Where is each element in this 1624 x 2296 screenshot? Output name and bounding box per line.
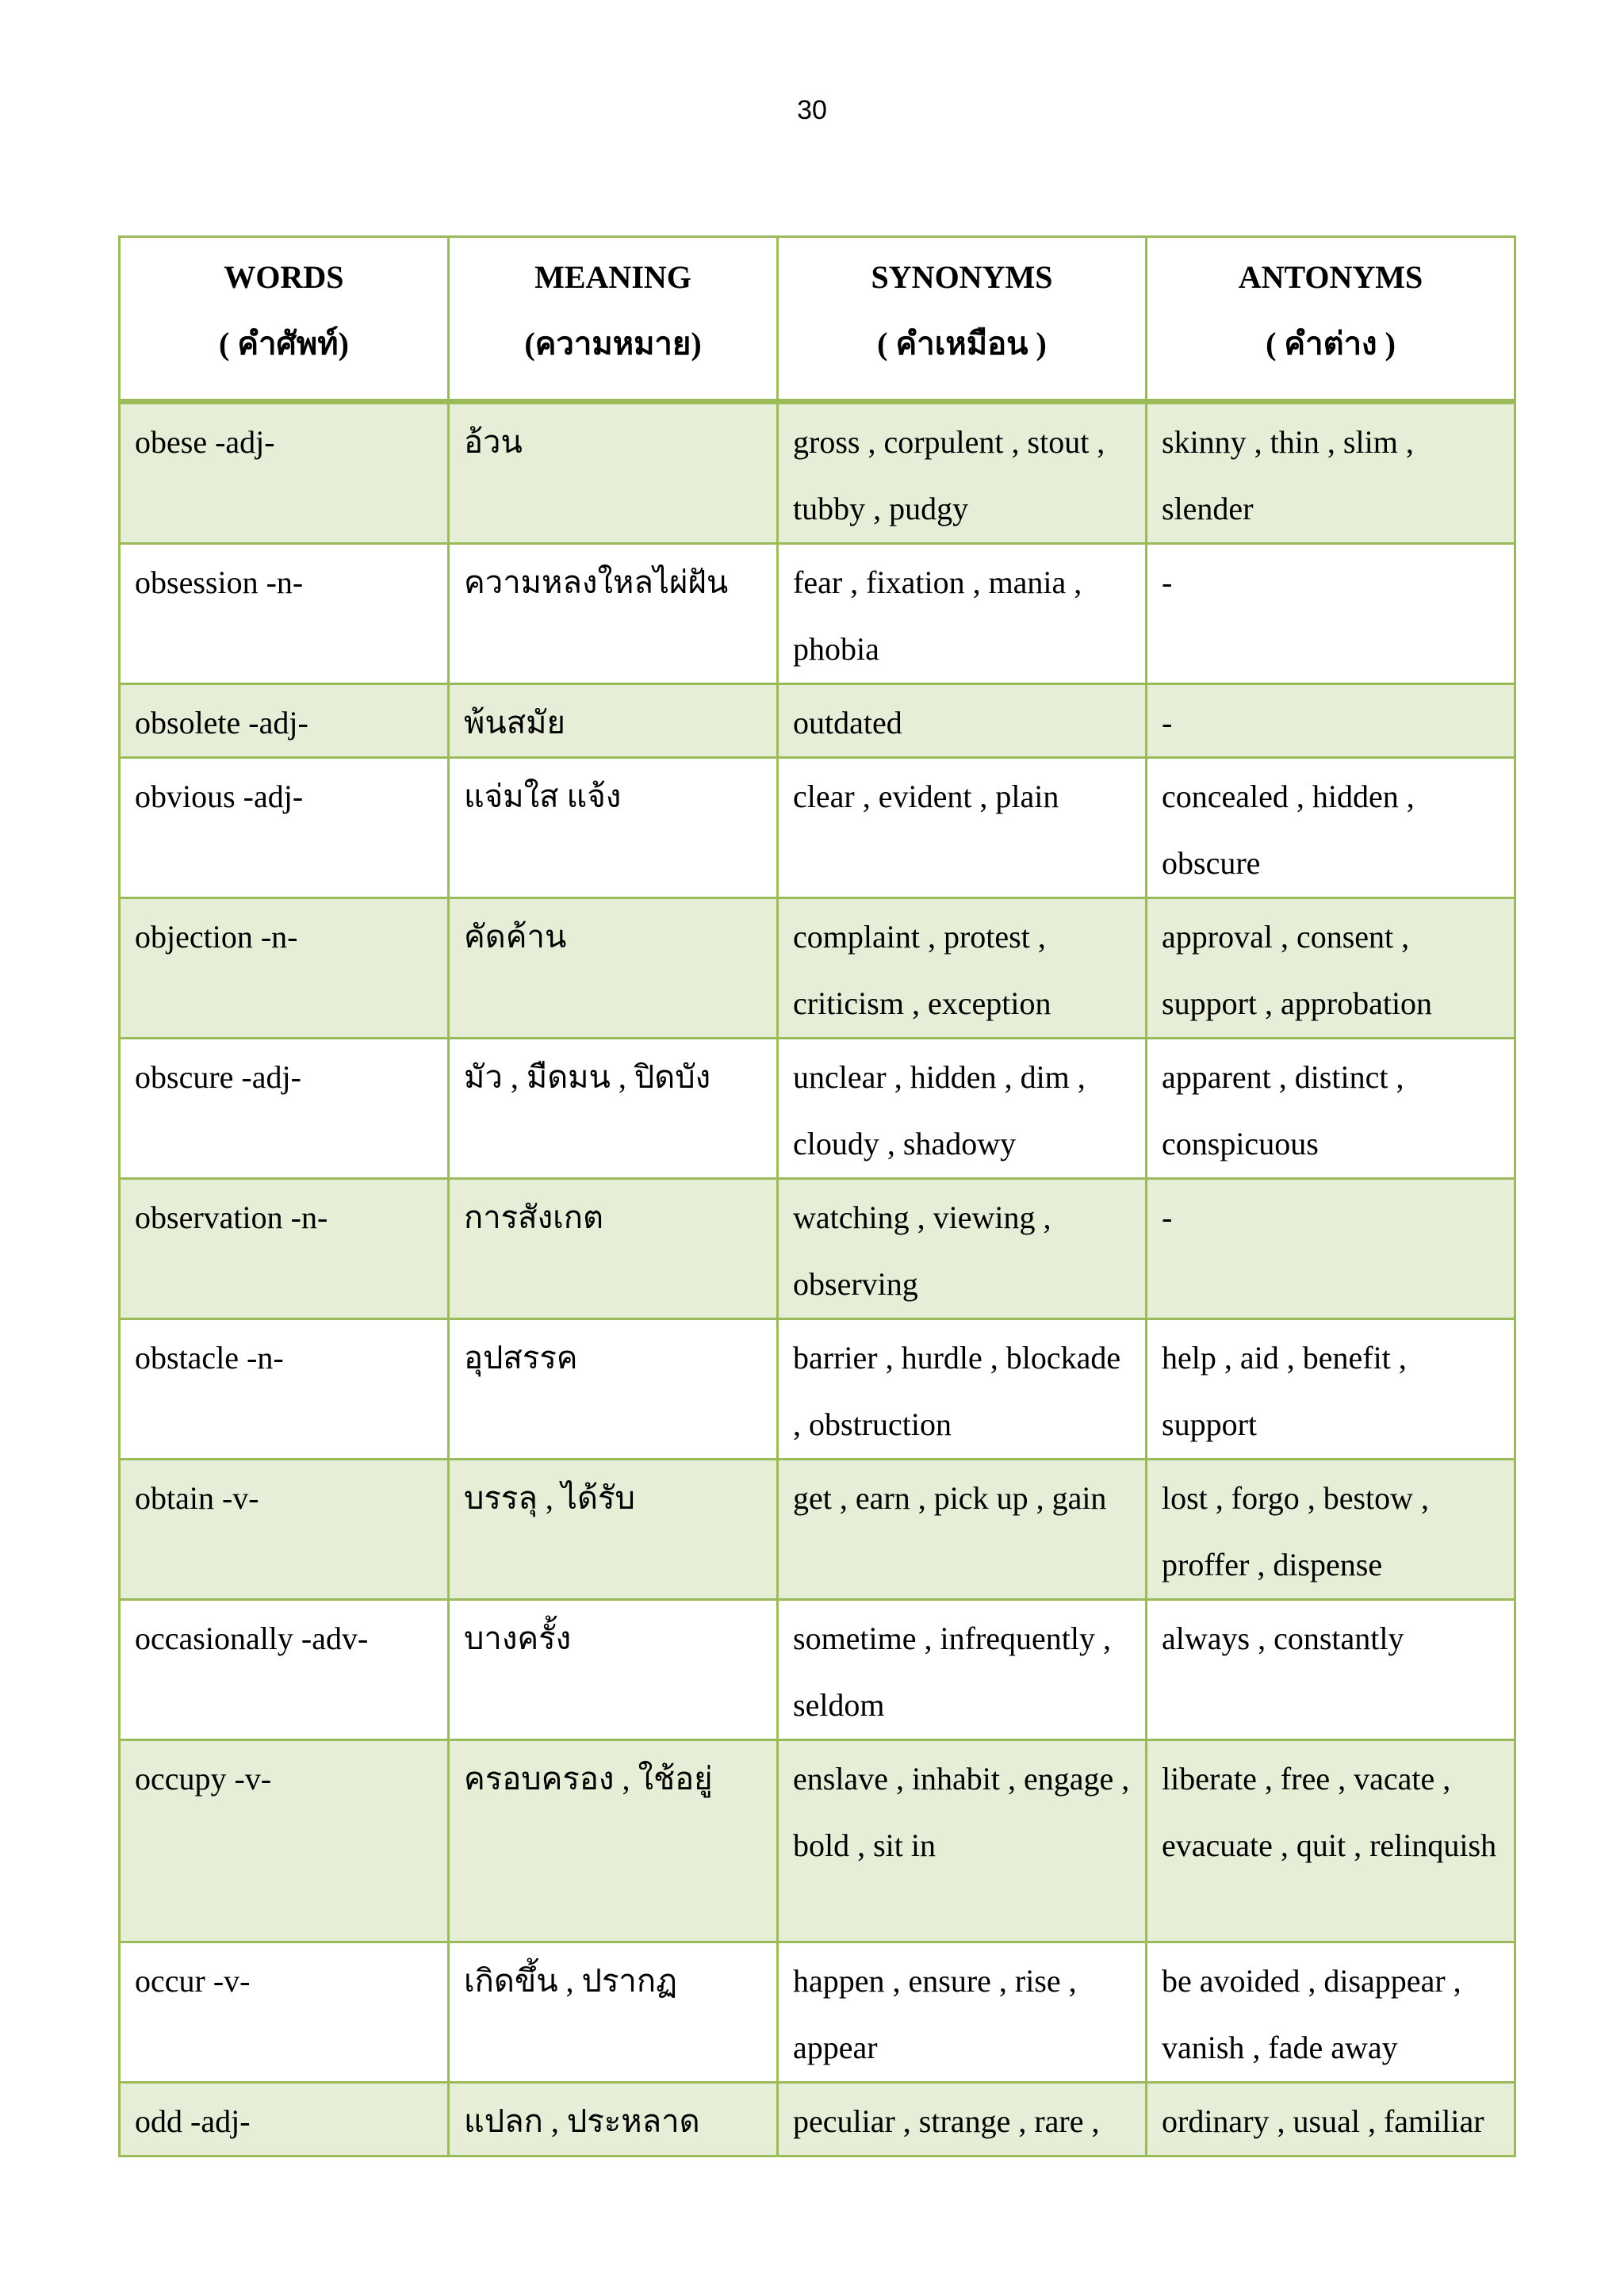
meaning-cell: บางครั้ง — [449, 1600, 778, 1740]
table-row — [120, 1740, 1515, 1942]
header-words — [120, 237, 449, 402]
header-title: ANTONYMS — [1238, 259, 1423, 295]
table-body — [120, 402, 1515, 2156]
table-row — [120, 1179, 1515, 1319]
header-subtitle: ( คำต่าง ) — [1266, 326, 1396, 362]
word-cell: obsolete -adj- — [120, 684, 449, 758]
table-header — [120, 237, 1515, 402]
meaning-cell: คัดค้าน — [449, 898, 778, 1039]
header-subtitle: ( คำศัพท์) — [219, 326, 349, 362]
table-row — [120, 1600, 1515, 1740]
word-cell: obvious -adj- — [120, 758, 449, 898]
antonyms-cell: - — [1147, 1179, 1515, 1319]
synonyms-cell: enslave , inhabit , engage , bold , sit in — [778, 1740, 1147, 1942]
header-antonyms — [1147, 237, 1515, 402]
table-row — [120, 1460, 1515, 1600]
meaning-cell: อุปสรรค — [449, 1319, 778, 1460]
meaning-cell: บรรลุ , ได้รับ — [449, 1460, 778, 1600]
word-cell: odd -adj- — [120, 2083, 449, 2156]
word-cell: occasionally -adv- — [120, 1600, 449, 1740]
word-cell: obtain -v- — [120, 1460, 449, 1600]
word-cell: obsession -n- — [120, 544, 449, 684]
header-subtitle: ( คำเหมือน ) — [877, 326, 1047, 362]
page-number: 30 — [797, 95, 827, 125]
antonyms-cell: help , aid , benefit , support — [1147, 1319, 1515, 1460]
antonyms-cell: apparent , distinct , conspicuous — [1147, 1039, 1515, 1179]
meaning-cell: แปลก , ประหลาด — [449, 2083, 778, 2156]
header-title: SYNONYMS — [871, 259, 1053, 295]
meaning-cell: การสังเกต — [449, 1179, 778, 1319]
synonyms-cell: barrier , hurdle , blockade , obstruction — [778, 1319, 1147, 1460]
word-cell: obese -adj- — [120, 402, 449, 544]
header-subtitle: (ความหมาย) — [524, 326, 702, 362]
antonyms-cell: - — [1147, 544, 1515, 684]
antonyms-cell: be avoided , disappear , vanish , fade away — [1147, 1942, 1515, 2083]
word-cell: occur -v- — [120, 1942, 449, 2083]
word-cell: objection -n- — [120, 898, 449, 1039]
header-title: MEANING — [534, 259, 691, 295]
meaning-cell: มัว , มืดมน , ปิดบัง — [449, 1039, 778, 1179]
header-synonyms — [778, 237, 1147, 402]
synonyms-cell: sometime , infrequently , seldom — [778, 1600, 1147, 1740]
table-row — [120, 1039, 1515, 1179]
synonyms-cell: unclear , hidden , dim , cloudy , shadowy — [778, 1039, 1147, 1179]
antonyms-cell: skinny , thin , slim , slender — [1147, 402, 1515, 544]
word-cell: observation -n- — [120, 1179, 449, 1319]
table-row — [120, 2083, 1515, 2156]
antonyms-cell: ordinary , usual , familiar — [1147, 2083, 1515, 2156]
table-row — [120, 1319, 1515, 1460]
synonyms-cell: get , earn , pick up , gain — [778, 1460, 1147, 1600]
vocabulary-table — [118, 235, 1516, 2157]
header-meaning — [449, 237, 778, 402]
header-title: WORDS — [224, 259, 344, 295]
antonyms-cell: lost , forgo , bestow , proffer , dispense — [1147, 1460, 1515, 1600]
antonyms-cell: approval , consent , support , approbation — [1147, 898, 1515, 1039]
table-row — [120, 402, 1515, 544]
synonyms-cell: happen , ensure , rise , appear — [778, 1942, 1147, 2083]
antonyms-cell: - — [1147, 684, 1515, 758]
table-row — [120, 898, 1515, 1039]
meaning-cell: อ้วน — [449, 402, 778, 544]
meaning-cell: พ้นสมัย — [449, 684, 778, 758]
synonyms-cell: fear , fixation , mania , phobia — [778, 544, 1147, 684]
antonyms-cell: liberate , free , vacate , evacuate , quit , relinquish — [1147, 1740, 1515, 1942]
table-row — [120, 1942, 1515, 2083]
synonyms-cell: complaint , protest , criticism , exception — [778, 898, 1147, 1039]
table-row — [120, 758, 1515, 898]
meaning-cell: แจ่มใส แจ้ง — [449, 758, 778, 898]
synonyms-cell: watching , viewing , observing — [778, 1179, 1147, 1319]
word-cell: occupy -v- — [120, 1740, 449, 1942]
meaning-cell: ครอบครอง , ใช้อยู่ — [449, 1740, 778, 1942]
table-row — [120, 544, 1515, 684]
antonyms-cell: concealed , hidden , obscure — [1147, 758, 1515, 898]
word-cell: obstacle -n- — [120, 1319, 449, 1460]
meaning-cell: ความหลงใหลไผ่ฝัน — [449, 544, 778, 684]
meaning-cell: เกิดขึ้น , ปรากฏ — [449, 1942, 778, 2083]
word-cell: obscure -adj- — [120, 1039, 449, 1179]
antonyms-cell: always , constantly — [1147, 1600, 1515, 1740]
synonyms-cell: outdated — [778, 684, 1147, 758]
table-row — [120, 684, 1515, 758]
synonyms-cell: gross , corpulent , stout , tubby , pudgy — [778, 402, 1147, 544]
synonyms-cell: clear , evident , plain — [778, 758, 1147, 898]
synonyms-cell: peculiar , strange , rare , — [778, 2083, 1147, 2156]
